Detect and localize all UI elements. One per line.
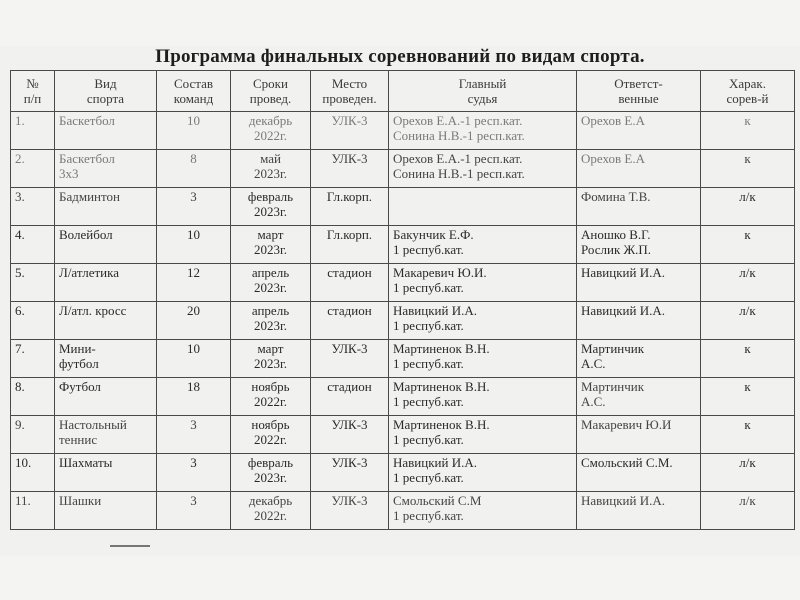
cell-sport: Баскетбол 3х3 xyxy=(55,150,157,188)
header-sport: Вид спорта xyxy=(55,71,157,112)
cell-teams: 3 xyxy=(157,454,231,492)
cell-judge: Мартиненок В.Н. 1 респуб.кат. xyxy=(389,340,577,378)
cell-judge: Бакунчик Е.Ф. 1 респуб.кат. xyxy=(389,226,577,264)
cell-judge: Макаревич Ю.И. 1 респуб.кат. xyxy=(389,264,577,302)
cell-responsible: Орехов Е.А xyxy=(577,150,701,188)
cell-responsible: Мартинчик А.С. xyxy=(577,378,701,416)
cell-type: к xyxy=(701,340,795,378)
cell-responsible: Орехов Е.А xyxy=(577,112,701,150)
cell-teams: 10 xyxy=(157,112,231,150)
table-row xyxy=(11,378,795,416)
cell-teams: 12 xyxy=(157,264,231,302)
cell-dates: апрель 2023г. xyxy=(231,264,311,302)
cell-place: Гл.корп. xyxy=(311,188,389,226)
cell-dates: март 2023г. xyxy=(231,226,311,264)
cell-responsible: Аношко В.Г. Рослик Ж.П. xyxy=(577,226,701,264)
cell-responsible: Фомина Т.В. xyxy=(577,188,701,226)
table-header xyxy=(11,71,795,112)
cell-num: 7. xyxy=(11,340,55,378)
table-row xyxy=(11,150,795,188)
cell-num: 1. xyxy=(11,112,55,150)
cell-place: стадион xyxy=(311,378,389,416)
table-row xyxy=(11,226,795,264)
cell-responsible: Смольский С.М. xyxy=(577,454,701,492)
cell-judge: Навицкий И.А. 1 респуб.кат. xyxy=(389,454,577,492)
cell-sport: Л/атл. кросс xyxy=(55,302,157,340)
cell-place: Гл.корп. xyxy=(311,226,389,264)
cell-teams: 3 xyxy=(157,188,231,226)
table-row xyxy=(11,112,795,150)
table-row xyxy=(11,492,795,530)
header-dates: Сроки провед. xyxy=(231,71,311,112)
cell-teams: 3 xyxy=(157,492,231,530)
cell-sport: Волейбол xyxy=(55,226,157,264)
cell-judge: Смольский С.М 1 респуб.кат. xyxy=(389,492,577,530)
cell-judge: Навицкий И.А. 1 респуб.кат. xyxy=(389,302,577,340)
cell-sport: Шахматы xyxy=(55,454,157,492)
cell-num: 2. xyxy=(11,150,55,188)
cut-off-text-fragment xyxy=(110,545,150,555)
table-body xyxy=(11,112,795,530)
table-row xyxy=(11,188,795,226)
table-row xyxy=(11,454,795,492)
cell-type: к xyxy=(701,150,795,188)
cell-num: 9. xyxy=(11,416,55,454)
competition-table xyxy=(10,70,795,530)
header-type: Харак. сорев-й xyxy=(701,71,795,112)
cell-teams: 3 xyxy=(157,416,231,454)
cell-type: л/к xyxy=(701,454,795,492)
cell-sport: Шашки xyxy=(55,492,157,530)
cell-type: л/к xyxy=(701,188,795,226)
table-row xyxy=(11,340,795,378)
cell-sport: Баскетбол xyxy=(55,112,157,150)
cell-sport: Настольный теннис xyxy=(55,416,157,454)
cell-judge: Мартиненок В.Н. 1 респуб.кат. xyxy=(389,416,577,454)
cell-type: л/к xyxy=(701,492,795,530)
header-responsible: Ответст- венные xyxy=(577,71,701,112)
cell-type: л/к xyxy=(701,264,795,302)
cell-sport: Л/атлетика xyxy=(55,264,157,302)
cell-num: 11. xyxy=(11,492,55,530)
cell-dates: февраль 2023г. xyxy=(231,454,311,492)
cell-type: л/к xyxy=(701,302,795,340)
cell-num: 5. xyxy=(11,264,55,302)
cell-judge: Орехов Е.А.-1 респ.кат. Сонина Н.В.-1 респ.кат. xyxy=(389,112,577,150)
table-row xyxy=(11,416,795,454)
cell-dates: май 2023г. xyxy=(231,150,311,188)
cell-type: к xyxy=(701,378,795,416)
cell-dates: декабрь 2022г. xyxy=(231,112,311,150)
cell-responsible: Навицкий И.А. xyxy=(577,302,701,340)
cell-place: УЛК-3 xyxy=(311,112,389,150)
cell-judge xyxy=(389,188,577,226)
cell-teams: 20 xyxy=(157,302,231,340)
header-judge: Главный судья xyxy=(389,71,577,112)
cell-sport: Бадминтон xyxy=(55,188,157,226)
cell-judge: Орехов Е.А.-1 респ.кат. Сонина Н.В.-1 респ.кат. xyxy=(389,150,577,188)
table-row xyxy=(11,264,795,302)
cell-teams: 18 xyxy=(157,378,231,416)
cell-responsible: Мартинчик А.С. xyxy=(577,340,701,378)
cell-type: к xyxy=(701,226,795,264)
cell-place: стадион xyxy=(311,302,389,340)
cell-place: УЛК-3 xyxy=(311,150,389,188)
cell-place: стадион xyxy=(311,264,389,302)
cell-num: 10. xyxy=(11,454,55,492)
cell-teams: 8 xyxy=(157,150,231,188)
header-teams: Состав команд xyxy=(157,71,231,112)
cell-dates: декабрь 2022г. xyxy=(231,492,311,530)
cell-dates: март 2023г. xyxy=(231,340,311,378)
cell-place: УЛК-3 xyxy=(311,416,389,454)
cell-responsible: Макаревич Ю.И xyxy=(577,416,701,454)
cell-num: 4. xyxy=(11,226,55,264)
cell-dates: февраль 2023г. xyxy=(231,188,311,226)
cell-dates: ноябрь 2022г. xyxy=(231,378,311,416)
cell-num: 3. xyxy=(11,188,55,226)
cell-teams: 10 xyxy=(157,340,231,378)
cell-place: УЛК-3 xyxy=(311,340,389,378)
cell-judge: Мартиненок В.Н. 1 респуб.кат. xyxy=(389,378,577,416)
cell-num: 8. xyxy=(11,378,55,416)
document-title: Программа финальных соревнований по видам спорта. xyxy=(155,46,645,67)
cell-dates: ноябрь 2022г. xyxy=(231,416,311,454)
cell-responsible: Навицкий И.А. xyxy=(577,264,701,302)
cell-num: 6. xyxy=(11,302,55,340)
header-place: Место проведен. xyxy=(311,71,389,112)
cell-teams: 10 xyxy=(157,226,231,264)
cell-type: к xyxy=(701,112,795,150)
header-num: № п/п xyxy=(11,71,55,112)
cell-sport: Футбол xyxy=(55,378,157,416)
cell-type: к xyxy=(701,416,795,454)
cell-place: УЛК-3 xyxy=(311,454,389,492)
cell-sport: Мини- футбол xyxy=(55,340,157,378)
table-row xyxy=(11,302,795,340)
cell-place: УЛК-3 xyxy=(311,492,389,530)
cell-responsible: Навицкий И.А. xyxy=(577,492,701,530)
cell-dates: апрель 2023г. xyxy=(231,302,311,340)
